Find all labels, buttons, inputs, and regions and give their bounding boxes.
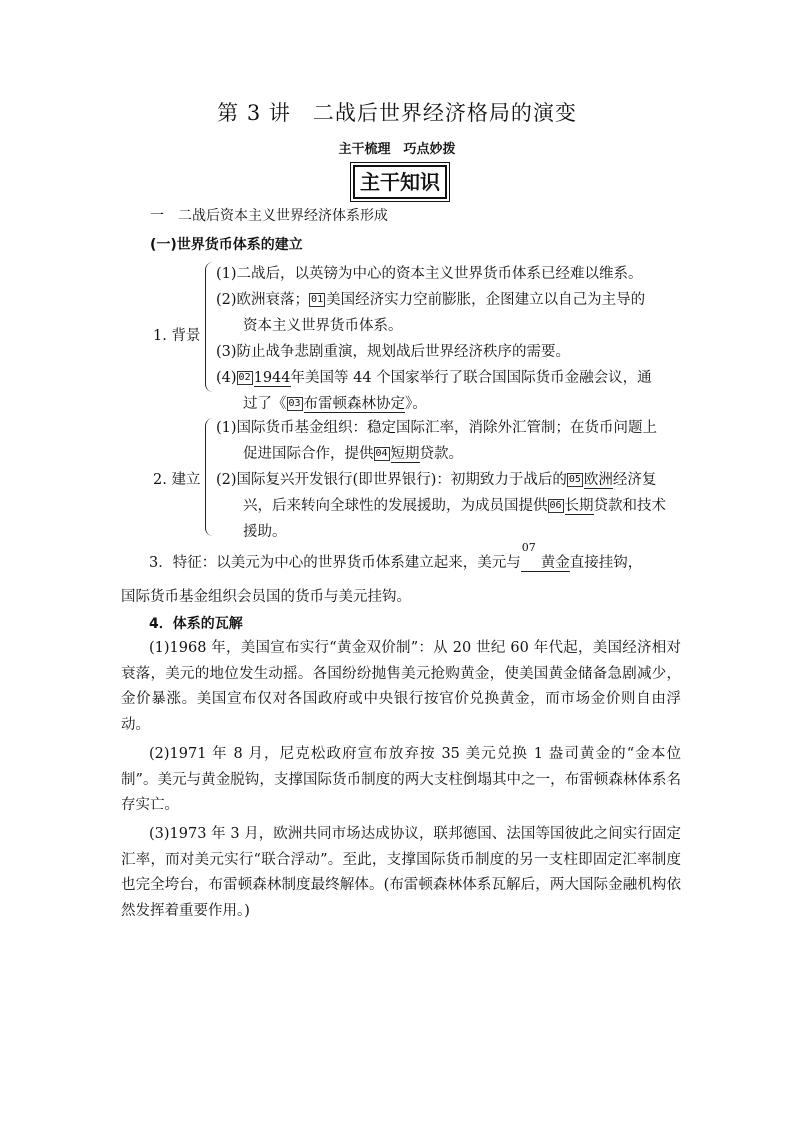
collapse-paragraph-2: (2)1971 年 8 月，尼克松政府宣布放弃按 35 美元兑换 1 盎司黄金的“金本位制”。美元与黄金脱钩，支撑国际货币制度的两大支柱倒塌其中之一，布雷顿森林体系名存实亡。 xyxy=(121,746,681,813)
collapse-heading: 4．体系的瓦解 xyxy=(149,616,243,632)
marker-05: 05 xyxy=(568,474,581,485)
marker-02: 02 xyxy=(238,372,251,383)
page-subtitle: 主干梳理 巧点妙拨 xyxy=(338,142,456,157)
background-item-1: (1)二战后，以英镑为中心的资本主义世界货币体系已经难以维系。 xyxy=(216,266,643,282)
feature-keyword: 黄金 xyxy=(521,555,570,572)
background-item-4-cont: 过了《 03 布雷顿森林协定》。 xyxy=(243,396,427,412)
boxed-section-title: 主干知识 xyxy=(353,165,447,199)
marker-03: 03 xyxy=(288,398,301,409)
background-label: 1. 背景 xyxy=(153,328,201,344)
establish-item-1: (1)国际货币基金组织：稳定国际汇率，消除外汇管制；在货币问题上 xyxy=(216,420,658,436)
marker-07: 07 xyxy=(521,541,536,554)
marker-01: 01 xyxy=(311,294,324,305)
marker-04: 04 xyxy=(375,448,388,459)
page-title: 第 3 讲 二战后世界经济格局的演变 xyxy=(217,101,577,125)
establish-item-2-cont: 兴，后来转向全球性的发展援助，为成员国提供 06 长期贷款和技术 xyxy=(243,498,667,514)
background-item-4: (4) 02 1944年美国等 44 个国家举行了联合国国际货币金融会议，通 xyxy=(216,370,652,386)
collapse-paragraph-1: (1)1968 年，美国宣布实行“黄金双价制”：从 20 世纪 60 年代起，美国经济相对衰落，美元的地位发生动摇。各国纷纷抛售美元抢购黄金，使美国黄金储备急剧减少，金价暴涨。美国宣布仅对各国政府或中央银行按官价兑换黄金，而市场金价则自由浮动。 xyxy=(121,640,681,733)
establish-item-2-end: 援助。 xyxy=(243,524,287,540)
collapse-paragraph-3: (3)1973 年 3 月，欧洲共同市场达成协议，联邦德国、法国等国彼此之间实行固定汇率，而对美元实行“联合浮动”。至此，支撑国际货币制度的另一支柱即固定汇率制度也完全垮台，布雷顿森林制度最终解体。(布雷顿森林体系瓦解后，两大国际金融机构依然发挥着重要作用。) xyxy=(121,826,681,919)
feature-line-1: 3．特征：以美元为中心的世界货币体系建立起来，美元与 07 黄金直接挂钩， xyxy=(149,541,643,571)
establish-item-1-cont: 促进国际合作，提供 04 短期贷款。 xyxy=(243,446,464,462)
brace xyxy=(205,262,214,392)
marker-06: 06 xyxy=(549,500,562,511)
background-item-3: (3)防止战争悲剧重演，规划战后世界经济秩序的需要。 xyxy=(216,344,571,360)
establish-item-2: (2)国际复兴开发银行(即世界银行)：初期致力于战后的 05 欧洲经济复 xyxy=(216,472,657,488)
section-heading: 一 二战后资本主义世界经济体系形成 xyxy=(150,208,388,224)
brace xyxy=(205,418,214,536)
feature-line-2: 国际货币基金组织会员国的货币与美元挂钩。 xyxy=(121,589,411,605)
background-item-2: (2)欧洲衰落； 01 美国经济实力空前膨胀，企图建立以自己为主导的 xyxy=(216,292,646,308)
background-item-2-cont: 资本主义世界货币体系。 xyxy=(243,318,403,334)
sub-heading: (一)世界货币体系的建立 xyxy=(150,237,303,253)
establish-label: 2. 建立 xyxy=(153,472,201,488)
